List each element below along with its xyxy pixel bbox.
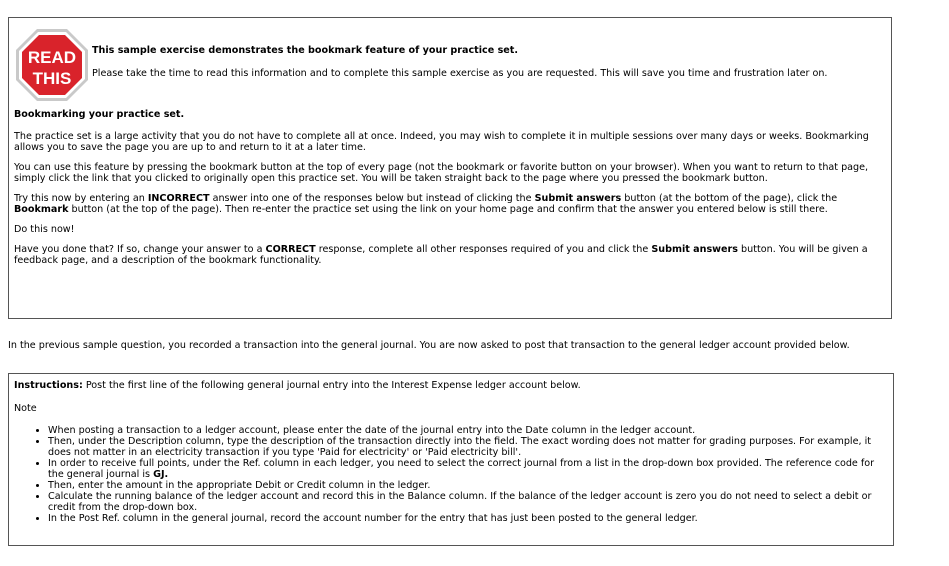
bookmark-paragraph-4: Do this now!	[14, 224, 75, 235]
intro-body: Please take the time to read this information and to complete this sample exercise as you are requested. This will save you time and frustration later on.	[92, 68, 828, 79]
bookmark-paragraph-1: The practice set is a large activity that you do not have to complete all at once. Indeed, you may wish to complete it in multiple sessions over many days or weeks. Bookmarking allows you to save the page you are up to and return to it at a later time.	[14, 131, 869, 153]
list-item: • Then, under the Description column, type the description of the transaction directly into the field. The exact wording does not matter for grading purposes. For example, it does not matter in an electricity transaction if you type 'Paid for electricity' or 'Paid electricity bill'.	[48, 436, 888, 458]
list-item: • When posting a transaction to a ledger account, please enter the date of the journal entry into the Date column in the ledger account.	[48, 425, 888, 436]
read-this-stop-sign	[15, 28, 89, 102]
sign-text-this: THIS	[32, 69, 72, 88]
list-item: • In order to receive full points, under the Ref. column in each ledger, you need to select the correct journal from a list in the drop-down box provided. The reference code for the general journal is GJ.	[48, 458, 888, 480]
list-item: • In the Post Ref. column in the general journal, record the account number for the entry that has just been posted to the general ledger.	[48, 513, 888, 524]
instructions-text: Instructions: Post the first line of the following general journal entry into the Interest Expense ledger account below.	[14, 380, 581, 391]
bookmark-heading: Bookmarking your practice set.	[14, 109, 185, 120]
instructions-list	[9, 425, 888, 524]
instructions-panel	[8, 373, 894, 546]
bookmark-paragraph-3: Try this now by entering an INCORRECT answer into one of the responses below but instead of clicking the Submit answers button (at the bottom of the page), click the Bookmark button (at the top of the page). Then re-enter the practice set using the link on your home page and confirm that the answer you entered below is still there.	[14, 193, 838, 215]
list-item: • Calculate the running balance of the ledger account and record this in the Balance column. If the balance of the ledger account is zero you do not need to select a debit or credit from the drop-down box.	[48, 491, 888, 513]
bookmark-section	[14, 109, 884, 275]
sign-text-read: READ	[27, 48, 77, 67]
previous-question-text: In the previous sample question, you recorded a transaction into the general journal. You are now asked to post that transaction to the general ledger account provided below.	[8, 340, 850, 351]
note-label: Note	[14, 403, 37, 414]
bookmark-info-panel	[8, 17, 892, 319]
bookmark-paragraph-2: You can use this feature by pressing the bookmark button at the top of every page (not the bookmark or favorite button on your browser). When you want to return to that page, simply click the link that you clicked to originally open this practice set. You will be taken straight back to the page where you pressed the bookmark button.	[14, 162, 869, 184]
intro-title: This sample exercise demonstrates the bookmark feature of your practice set.	[92, 45, 519, 56]
list-item: • Then, enter the amount in the appropriate Debit or Credit column in the ledger.	[48, 480, 888, 491]
bookmark-paragraph-5: Have you done that? If so, change your answer to a CORRECT response, complete all other responses required of you and click the Submit answers button. You will be given a feedback page, and a description of the bookmark functionality.	[14, 244, 868, 266]
